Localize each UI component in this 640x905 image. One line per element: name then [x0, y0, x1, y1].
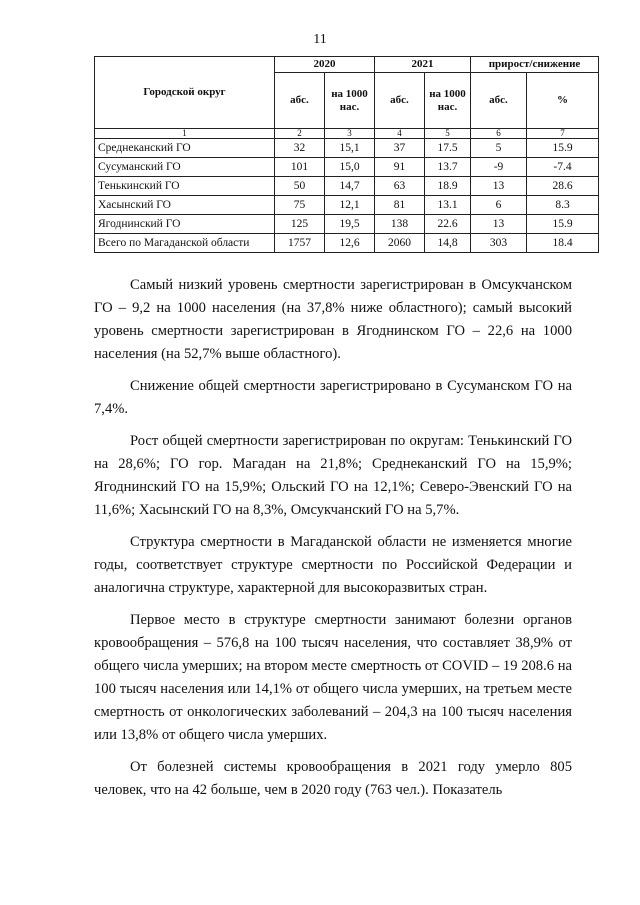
- value-cell: 2060: [375, 234, 425, 253]
- value-cell: 19,5: [325, 215, 375, 234]
- value-cell: 14,7: [325, 177, 375, 196]
- index-cell: 1: [95, 129, 275, 139]
- value-cell: 1757: [275, 234, 325, 253]
- header-abs-change: абс.: [471, 73, 527, 129]
- paragraph: Снижение общей смертности зарегистрировано в Сусуманском ГО на 7,4%.: [94, 378, 572, 417]
- value-cell: 63: [375, 177, 425, 196]
- paragraph: Структура смертности в Магаданской области не изменяется многие годы, соответствует структуре смертности по Российской Федерации и аналогична структуре, характерной для высокоразвитых стран.: [94, 534, 572, 596]
- mortality-table: [94, 56, 599, 253]
- value-cell: -7.4: [527, 158, 599, 177]
- value-cell: 18.9: [425, 177, 471, 196]
- value-cell: 13.7: [425, 158, 471, 177]
- value-cell: 17.5: [425, 139, 471, 158]
- value-cell: 15,0: [325, 158, 375, 177]
- value-cell: 32: [275, 139, 325, 158]
- header-district: Городской округ: [95, 57, 275, 129]
- value-cell: 8.3: [527, 196, 599, 215]
- page-number: 11: [313, 32, 327, 47]
- value-cell: 15.9: [527, 215, 599, 234]
- table-row: [95, 139, 599, 158]
- index-cell: 6: [471, 129, 527, 139]
- paragraph: Рост общей смертности зарегистрирован по округам: Тенькинский ГО на 28,6%; ГО гор. Магадан на 21,8%; Среднеканский ГО на 15,9%; Ягоднинский ГО на 15,9%; Ольский ГО на 12,1%; Северо-Эвенский ГО на 11,6%; Хасынский ГО на 8,3%, Омсукчанский ГО на 5,7%.: [94, 433, 572, 518]
- value-cell: 12,1: [325, 196, 375, 215]
- value-cell: 13: [471, 215, 527, 234]
- column-index-row: [95, 129, 599, 139]
- index-cell: 4: [375, 129, 425, 139]
- value-cell: 14,8: [425, 234, 471, 253]
- value-cell: 37: [375, 139, 425, 158]
- table-row: [95, 234, 599, 253]
- district-name-cell: Сусуманский ГО: [95, 158, 275, 177]
- table-row: [95, 196, 599, 215]
- value-cell: 6: [471, 196, 527, 215]
- header-abs-2020: абс.: [275, 73, 325, 129]
- body-text: [94, 274, 572, 802]
- index-cell: 2: [275, 129, 325, 139]
- header-change: прирост/снижение: [471, 57, 599, 73]
- value-cell: 75: [275, 196, 325, 215]
- value-cell: 22.6: [425, 215, 471, 234]
- value-cell: 13: [471, 177, 527, 196]
- paragraph: Самый низкий уровень смертности зарегистрирован в Омсукчанском ГО – 9,2 на 1000 населения (на 37,8% ниже областного); самый высокий уровень смертности зарегистрирован в Ягоднинском ГО – 22,6 на 1000 населения (на 52,7% выше областного).: [94, 277, 572, 362]
- value-cell: 50: [275, 177, 325, 196]
- district-name-cell: Тенькинский ГО: [95, 177, 275, 196]
- index-cell: 5: [425, 129, 471, 139]
- header-rate-2021: на 1000 нас.: [425, 73, 471, 129]
- value-cell: 138: [375, 215, 425, 234]
- index-cell: 7: [527, 129, 599, 139]
- header-2020: 2020: [275, 57, 375, 73]
- value-cell: 5: [471, 139, 527, 158]
- table-row: [95, 158, 599, 177]
- header-rate-2020: на 1000 нас.: [325, 73, 375, 129]
- value-cell: 15.9: [527, 139, 599, 158]
- value-cell: 303: [471, 234, 527, 253]
- table-row: [95, 215, 599, 234]
- table-row: [95, 177, 599, 196]
- header-2021: 2021: [375, 57, 471, 73]
- value-cell: 91: [375, 158, 425, 177]
- value-cell: 12,6: [325, 234, 375, 253]
- district-name-cell: Ягоднинский ГО: [95, 215, 275, 234]
- value-cell: 125: [275, 215, 325, 234]
- district-name-cell: Среднеканский ГО: [95, 139, 275, 158]
- paragraph: Первое место в структуре смертности занимают болезни органов кровообращения – 576,8 на 100 тысяч населения, что составляет 38,9% от общего числа умерших; на втором месте смертность от COVID – 19 208.6 на 100 тысяч населения или 14,1% от общего числа умерших, на третьем месте смертность от онкологических заболеваний – 204,3 на 100 тысяч населения или 13,8% от общего числа умерших.: [94, 612, 572, 743]
- header-abs-2021: абс.: [375, 73, 425, 129]
- paragraph: От болезней системы кровообращения в 2021 году умерло 805 человек, что на 42 больше, чем в 2020 году (763 чел.). Показатель: [94, 759, 572, 798]
- value-cell: 101: [275, 158, 325, 177]
- value-cell: 13.1: [425, 196, 471, 215]
- district-name-cell: Хасынский ГО: [95, 196, 275, 215]
- value-cell: 18.4: [527, 234, 599, 253]
- index-cell: 3: [325, 129, 375, 139]
- value-cell: 28.6: [527, 177, 599, 196]
- header-percent-change: %: [527, 73, 599, 129]
- value-cell: 15,1: [325, 139, 375, 158]
- district-name-cell: Всего по Магаданской области: [95, 234, 275, 253]
- value-cell: -9: [471, 158, 527, 177]
- value-cell: 81: [375, 196, 425, 215]
